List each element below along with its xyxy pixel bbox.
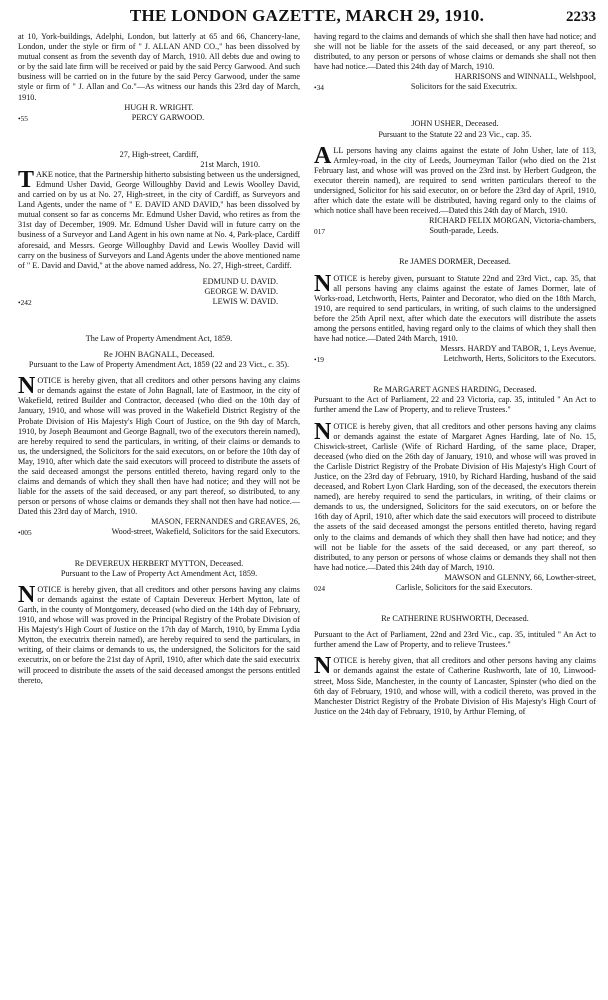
notice-text: OTICE is hereby given, that all creditors and other persons having any claims or demands against the estate of Captain Devereux Herbert Mytton, late of Garth, in the county of Montgomery, deceased (who died on the 14th day of February, 1910, and whose will was proved in the Principal Registry of the Probate Division of His Majesty's High Court of Justice on the 17th day of March, 1910, by Emma Lydia Mytton, the executrix therein named), are hereby required to send the particulars, in writing, of their claims or demands to us, the undersigned, the Solicitors for the said executrix, on or before the 21st day of April, 1910, after which date the said executrix will proceed to distribute the assets of the said deceased amongst the persons entitled thereto, [18,584,301,685]
signature: South-parade, Leeds. [429,226,499,236]
page-header [18,6,596,28]
signature: MAWSON and GLENNY, 66, Lowther-street, [444,572,596,582]
drop-cap: N [314,270,332,297]
notice-text: AKE notice, that the Partnership hitherto subsisting between us the undersigned, Edmund Usher David, George Willoughby David and Lewis Woolley David, and carried on by us at No. 27, High-street, in the city of Cardiff, as Surveyors and Land Agents, under the name of " E. DAVID AND DAVID," has been dissolved by mutual consent so far as concerns Mr. Edmund Usher David, who retires as from the 31st day of December, 1909. Mr. Edmund Usher David will in future carry on the business of a Surveyor and Land Agent in his own name at No. 4, Park-place, Cardiff aforesaid, and Messrs. George Willoughby David and Lewis Woolley David will carry on the business of Surveyors and Land Agents under the above mentioned name of " E. David and David," at the above named address, No. 27, High-street, Cardiff. [18,169,300,270]
deceased-heading: Re JAMES DORMER, Deceased. [399,257,511,267]
notice-mytton-cont [314,32,596,93]
notice-mytton [18,559,300,686]
signature: EDMUND U. DAVID. [202,276,278,286]
signature: HARRISONS and WINNALL, Welshpool, [454,72,596,82]
columns [18,32,596,717]
drop-cap: N [314,653,332,680]
signature: Wood-street, Wakefield, Solicitors for the said Executors. [111,527,300,537]
pursuant-line: Pursuant to the Statute 22 and 23 Vic., cap. 35. [378,129,532,139]
notice-number: •005 [18,528,32,538]
signature: Solicitors for the said Executrix. [410,82,518,92]
act-heading: The Law of Property Amendment Act, 1859. [85,333,233,343]
notice-number: 017 [314,227,326,237]
date-line: 21st March, 1910. [200,159,260,169]
signature: Letchworth, Herts, Solicitors to the Executors. [443,354,596,364]
signature: HUGH R. WRIGHT. [124,102,194,112]
page-number: 2233 [566,9,596,25]
notice-number: •55 [18,113,28,123]
signature: PERCY GARWOOD. [131,112,205,122]
notice-text: LL persons having any claims against the estate of John Usher, late of 113, Armley-road, in the city of Leeds, Journeyman Tailor (who died on the 21st February last, and whose will was proved on the 23rd inst. by Herbert Gudgeon, the executor therein named), are required to send written particulars thereof to the undersigned, Solicitor for his said executor, on or before the 23rd day of April, 1910, after which date the estate will be distributed, having regard only to the claims of which notice shall have been received.—Dated this 24th day of March, 1910. [314,145,596,216]
right-column [314,32,596,717]
pursuant-line: Pursuant to the Act of Parliament, 22nd and 23rd Vic., cap. 35, intituled " An Act to further amend the Law of Property, and to relieve Trustees." [314,630,596,650]
notice-text: OTICE is hereby given, that all creditors and other persons having any claims or demands against the estate of Margaret Agnes Harding, late of No. 15, Chiswick-street, Carlisle (Wife of Richard Harding, of the same place, Draper, deceased (who died on the 26th day of January, 1910, and whose will was proved in the Carlisle District Registry of the Probate Division of His Majesty's High Court of Justice, on the 23rd day of February, 1910, by Richard Harding, husband of the said deceased, and Robert Lyon Clark Harding, son of the deceased, the executors therein named), are hereby required to send the particulars, in writing, of their claims or demands to us, the undersigned, Solicitors for the said executors, on or before the 16th day of April, 1910, after which date the said executors will proceed to distribute the assets of the said deceased amongst the persons entitled thereto, having regard only to the claims and demands of which they shall then have had notice; and they will not be liable for the assets of the said deceased, or any part thereof, so distributed, to any person or persons of whose claims or demands they shall not then have had notice.—Dated this 24th day of March, 1910. [314,421,596,572]
notice-text: at 10, York-buildings, Adelphi, London, but latterly at 65 and 66, Chancery-lane, London, under the style or firm of " J. ALLAN AND CO.," has been dissolved by mutual consent as from the seventh day of March, 1910. All debts due and owing to or by the said late firm will be received or paid by the said Percy Garwood. And such business will be carried on in the future by the said Percy Garwood, under the same style or firm of " J. Allan and Co."—As witness our hands this 23rd day of March, 1910. [18,32,300,102]
pursuant-line: Pursuant to the Law of Property Amendment Act, 1859 (22 and 23 Vict., c. 35). [28,360,290,370]
notice-dormer [314,257,596,365]
notice-number: •19 [314,355,324,365]
deceased-heading: JOHN USHER, Deceased. [411,119,499,129]
signature: GEORGE W. DAVID. [204,286,278,296]
pursuant-line: Pursuant to the Act of Parliament, 22 and 23 Victoria, cap. 35, intituled " An Act to further amend the Law of Property, and to relieve Trustees." [314,395,596,415]
drop-cap: T [18,166,35,193]
pursuant-line: Pursuant to the Law of Property Act Amendment Act, 1859. [60,568,258,578]
notice-bagnall [18,334,300,539]
signature: Messrs. HARDY and TABOR, 1, Leys Avenue, [440,344,596,354]
left-column [18,32,300,717]
signature: LEWIS W. DAVID. [212,296,278,306]
notice-david [18,150,300,308]
signature: Carlisle, Solicitors for the said Executors. [395,582,533,592]
notice-number: 024 [314,583,326,593]
drop-cap: A [314,142,332,169]
drop-cap: N [18,581,36,608]
notice-number: •242 [18,297,32,307]
deceased-heading: Re MARGARET AGNES HARDING, Deceased. [373,385,537,395]
notice-number: •34 [314,83,324,93]
notice-harding [314,385,596,594]
notice-text: OTICE is hereby given, that all creditors and other persons having any claims or demands against the estate of John Bagnall, late of Eastmoor, in the city of Wakefield, retired Builder and Contractor, deceased (who died on the 10th day of January, 1910, and whose will was proved in the Wakefield District Registry of the Probate Division of His Majesty's High Court of Justice, on the 9th day of March, 1910, by Joseph Beaumont and George Bagnall, two of the executors therein named), are hereby required to send the particulars, in writing, of their claims or demands to us, the undersigned, the Solicitors for the said executors, on or before the 10th day of May, 1910, after which date the said executors will proceed to distribute the assets of the said deceased amongst the persons entitled thereto, having regard only to the claims and demands of which they shall then have had notice; and they will not be liable for the assets of the said deceased, or any part thereof, so distributed, to any person or persons of whose claims or demands they shall not then have had notice.—Dated this 23rd day of March, 1910. [18,376,300,517]
gazette-title: THE LONDON GAZETTE, MARCH 29, 1910. [129,6,485,25]
deceased-heading: Re JOHN BAGNALL, Deceased. [103,349,215,359]
signature: MASON, FERNANDES and GREAVES, 26, [151,517,300,527]
deceased-heading: Re DEVEREUX HERBERT MYTTON, Deceased. [74,558,244,568]
notice-text: OTICE is hereby given, that all creditors and other persons having any claims or demands against the estate of Catherine Rushworth, late of 10, Linwood-street, Moss Side, Manchester, in the county of Lancaster, Spinster (who died on the 6th day of February, 1910, and whose will, with a codicil thereto, was proved in the Manchester District Registry of the Probate Division of His Majesty's High Court of Justice on the 24th day of February, 1910, by Arthur Fleming, of [314,656,596,716]
notice-text: OTICE is hereby given, pursuant to Statute 22nd and 23rd Vict., cap. 35, that all persons having any claims against the estate of James Dormer, late of Works-road, Letchworth, Herts, Painter and Decorator, who died on the 18th March, 1910, are required to send particulars, in writing, of such claims to the undersigned before the 25th April next, after which date the executors will distribute the assets among the persons entitled, having regard only to the claims of which they shall then have had notice.—Dated 24th March, 1910. [314,273,596,344]
deceased-heading: Re CATHERINE RUSHWORTH, Deceased. [381,614,529,624]
address-line: 27, High-street, Cardiff, [119,149,199,159]
notice-text: having regard to the claims and demands of which she shall then have had notice; and she will not be liable for the assets of the said deceased, or any part thereof, so distributed, to any person or persons of whose claims or demands she shall not then have had notice.—Dated this 24th day of March, 1910. [314,32,596,72]
notice-usher [314,119,596,237]
drop-cap: N [314,418,332,445]
notice-rushworth [314,614,596,717]
signature: RICHARD FELIX MORGAN, Victoria-chambers, [429,216,596,226]
drop-cap: N [18,373,36,400]
notice-allan [18,32,300,124]
